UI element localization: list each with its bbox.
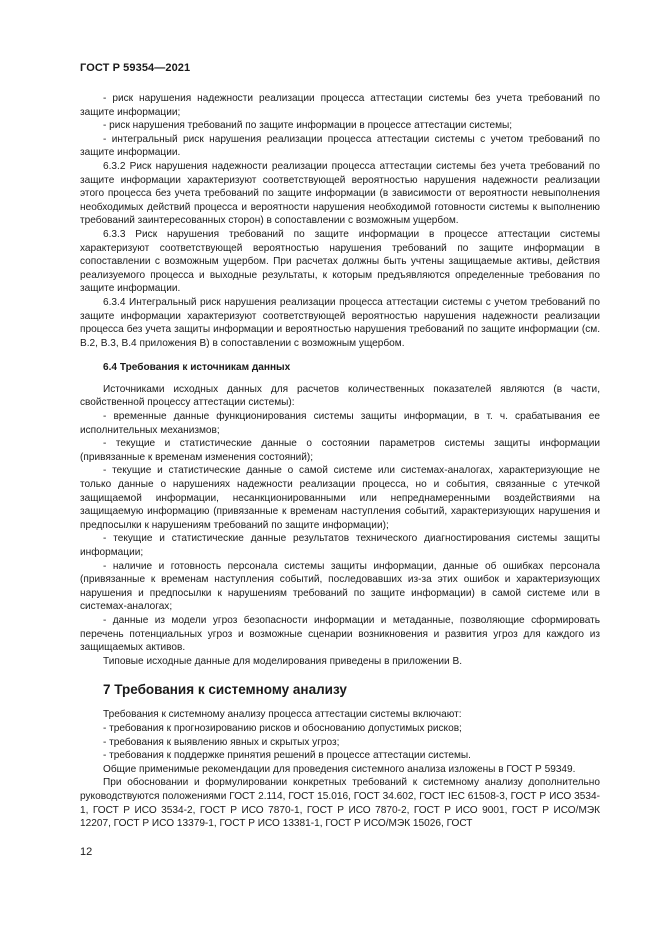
list-item-reliability-risk: - риск нарушения надежности реализации процесса аттестации системы без учета требований по защите информации; <box>80 93 600 118</box>
paragraph-standards-references: При обосновании и формулировании конкретных требований к системному анализу дополнительно руководствуются положениями ГОСТ 2.114, ГОСТ 15.016, ГОСТ 34.602, ГОСТ IEC 61508-3, ГОСТ Р ИСО 3534-1, ГОСТ Р ИСО 3534-2, ГОСТ Р ИСО 7870-1, ГОСТ Р ИСО 7870-2, ГОСТ Р ИСО 9001, ГОСТ Р ИСО/МЭК 12207, ГОСТ Р ИСО 13379-1, ГОСТ Р ИСО 13381-1, ГОСТ Р ИСО/МЭК 15026, ГОСТ <box>80 777 600 830</box>
paragraph-typical-data: Типовые исходные данные для моделирования приведены в приложении В. <box>103 655 463 667</box>
list-item-integral-risk: - интегральный риск нарушения реализации процесса аттестации системы с учетом требований по защите информации. <box>80 133 600 159</box>
list-item-decision-support: - требования к поддержке принятия решений в процессе аттестации системы. <box>103 750 471 762</box>
list-item-protection-risk: - риск нарушения требований по защите информации в процессе аттестации системы; <box>103 120 513 132</box>
paragraph-6-3-3: 6.3.3 Риск нарушения требований по защите информации в процессе аттестации системы характеризуют соответствующей вероятностью нарушения требований по защите информации в сопоставлении с возможным ущербом. При расчетах должны быть учтены защищаемые активы, действия реализуемого процесса и выходные результаты, к которым предъявляются определенные требования по защите информации. <box>80 228 600 295</box>
paragraph-data-sources-intro: Источниками исходных данных для расчетов количественных показателей являются (в части, свойственной процессу аттестации системы): <box>80 383 600 409</box>
document-header: ГОСТ Р 59354—2021 <box>80 62 191 74</box>
list-item-parameter-data: - текущие и статистические данные о состоянии параметров системы защиты информации (привязанные к временам изменения состояний); <box>80 438 600 463</box>
paragraph-system-analysis-intro: Требования к системному анализу процесса аттестации системы включают: <box>103 709 462 721</box>
section-6-4-title: 6.4 Требования к источникам данных <box>103 362 291 374</box>
list-item-timing-data: - временные данные функционирования системы защиты информации, в т. ч. срабатывания ее исполнительных механизмов; <box>80 411 600 436</box>
paragraph-6-3-2: 6.3.2 Риск нарушения надежности реализации процесса аттестации системы без учета требований по защите информации характеризуют соответствующей вероятностью нарушения надежности реализации этого процесса без учета требований по защите информации (в зависимости от вероятности невыполнения необходимых действий процесса и вероятности нарушения необходимой готовности системы к выполнению требований заинтересованных сторон) в сопоставлении с возможным ущербом. <box>80 160 600 227</box>
page-body <box>80 92 600 831</box>
page-number: 12 <box>80 846 93 858</box>
list-item-personnel-data: - наличие и готовность персонала системы защиты информации, данные об ошибках персонала (привязанные к временам наступления событий, последовавших из-за этих ошибок и характеризующих нарушения и предпосылки к нарушениям требований по защите информации) в самой системе или в системах-аналогах; <box>80 560 600 613</box>
chapter-7-title: 7 Требования к системному анализу <box>103 682 347 698</box>
list-item-threat-model-data: - данные из модели угроз безопасности информации и метаданные, позволяющие сформировать перечень потенциальных угроз и возможные сценарии возникновения и развития угроз для каждого из защищаемых активов. <box>80 614 600 654</box>
paragraph-6-3-4: 6.3.4 Интегральный риск нарушения реализации процесса аттестации системы с учетом требований по защите информации характеризуют соответствующей вероятностью нарушения надежности реализации процесса без учета защиты информации и вероятностью нарушения требований по защите информации (см. В.2, В.3, В.4 приложения В) в сопоставлении с возможным ущербом. <box>80 296 600 349</box>
list-item-diagnostics-data: - текущие и статистические данные результатов технического диагностирования системы защиты информации; <box>80 533 600 558</box>
list-item-risk-forecasting: - требования к прогнозированию рисков и обоснованию допустимых рисков; <box>103 722 462 734</box>
list-item-threat-detection: - требования к выявлению явных и скрытых угроз; <box>103 736 340 748</box>
paragraph-general-recommendations: Общие применимые рекомендации для проведения системного анализа изложены в ГОСТ Р 59349. <box>103 763 576 775</box>
list-item-system-data: - текущие и статистические данные о самой системе или системах-аналогах, характеризующие не только данные о нарушениях надежности реализации процесса, но и события, связанные с утечкой защищаемой информации, несанкционированными или непреднамеренными воздействиями на защищаемую информацию (привязанные к временам наступления событий, характеризующих нарушения и предпосылки к нарушениям требований по защите информации); <box>80 465 600 531</box>
